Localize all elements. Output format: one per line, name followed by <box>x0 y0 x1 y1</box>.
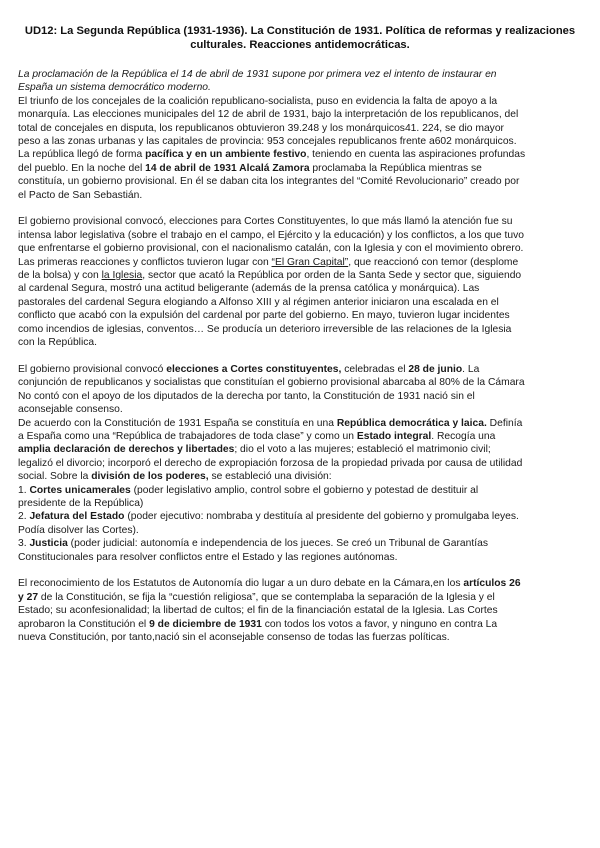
bold-span: Estado integral <box>356 430 432 442</box>
text-span: Las primeras reacciones y conflictos tuvieron lugar con <box>18 256 272 268</box>
text-span: proclamaba la República mientras se constituía, un gobierno provisional. En él se daban cita los integrantes del “Comité Revolucionario” creado por el Pacto de San Sebastián. <box>18 162 520 201</box>
paragraph-provisional-government: El gobierno provisional convocó, elecciones para Cortes Constituyentes, lo que más llamó la atención fue su intensa labor legislativa (sobre el trabajo en el campo, el Ejército y la educación) y los conflictos, a los que tuvo que enfrentarse el gobierno provisional, con el nacionalismo catalán, con la Iglesia y con el movimiento obrero. <box>18 216 524 255</box>
bold-span: Justicia <box>29 538 68 550</box>
bold-span: 9 de diciembre de 1931 <box>149 618 262 630</box>
bold-span: elecciones a Cortes constituyentes, <box>166 363 342 375</box>
text-span: , que reaccionó con temor (desplome de la bolsa) y con <box>18 256 519 282</box>
page-title: UD12: La Segunda República (1931-1936). La Constitución de 1931. Política de reformas y realizaciones culturales. Reacciones antidemocráticas. <box>24 25 576 51</box>
text-span: con todos los votos a favor, y ninguno en contra La nueva Constitución, por tanto,nació sin el aconsejable consenso de todas las fuerzas políticas. <box>18 618 498 644</box>
text-span: Definía a España como una “República de trabajadores de toda clase” y como un <box>18 417 523 442</box>
paragraph-gap <box>18 564 526 577</box>
bold-span: Cortes unicamerales <box>29 484 131 496</box>
bold-span: Jefatura del Estado <box>29 511 125 523</box>
bold-span: amplia declaración de derechos y libertades <box>18 444 235 456</box>
underlined-span: “El Gran Capital” <box>271 256 349 268</box>
paragraph-municipal-elections: El triunfo de los concejales de la coalición republicano-socialista, puso en evidencia la falta de apoyo a la monarquía. Las elecciones municipales del 12 de abril de 1931, bajo la interpretación de los republicanos, del total de concejales en disputa, los republicanos obtuvieron 39.248 y los monárquicos41. 224, se dio mayor peso a las zonas urbanas y las capitales de provincia: 953 concejales republicanos frente a602 monárquicos. <box>18 95 519 148</box>
text-span: El gobierno provisional convocó <box>18 363 167 375</box>
bold-span: 14 de abril de 1931 Alcalá Zamora <box>145 162 310 174</box>
list-number: 2. <box>18 511 30 523</box>
paragraph-proclamation <box>18 148 526 202</box>
underlined-span: la Iglesia <box>101 270 143 282</box>
text-span: . La conjunción de republicanos y socialistas que constituían el gobierno provisional abarcaba al 80% de la Cámara No contó con el apoyo de los diputados de la derecha por tanto, la Constitución de 1931 nació sin el aconsejable consenso. <box>18 363 525 416</box>
list-number: 1. <box>18 484 30 496</box>
bold-span: artículos 26 y 27 <box>18 578 521 603</box>
text-span: La república llegó de forma <box>18 149 146 161</box>
text-span: . Recogía una <box>431 430 496 442</box>
list-item <box>18 484 526 511</box>
list-number: 3. <box>18 538 30 550</box>
bold-span: pacífica y en un ambiente festivo <box>145 149 307 161</box>
text-span: celebradas el <box>341 363 409 375</box>
paragraph-first-reactions <box>18 256 526 350</box>
text-span: (poder judicial: autonomía e independencia de los jueces. Se creó un Tribunal de Garantías Constitucionales para resolver conflictos entre el Estado y las regiones autónomas. <box>18 538 488 563</box>
text-span: ; dio el voto a las mujeres; estableció el matrimonio civil; legalizó el divorcio; incorporó el derecho de expropiación forzosa de la propiedad privada por causa de utilidad social. Sobre la <box>18 444 523 483</box>
text-span: El reconocimiento de los Estatutos de Autonomía dio lugar a un duro debate en la Cámara,en los <box>18 578 464 590</box>
paragraph-constitution <box>18 417 526 484</box>
bold-span: 28 de junio <box>408 363 463 375</box>
intro-paragraph: La proclamación de la República el 14 de abril de 1931 supone por primera vez el intento de instaurar en España un sistema democrático moderno. <box>18 69 497 94</box>
text-span: , teniendo en cuenta las aspiraciones profundas del pueblo. En la noche del <box>18 149 526 174</box>
bold-span: división de los poderes, <box>91 471 209 483</box>
paragraph-constituent-elections <box>18 363 526 417</box>
text-span: (poder ejecutivo: nombraba y destituía al presidente del gobierno y promulgaba leyes. Podía disolver las Cortes). <box>18 511 519 536</box>
bold-span: República democrática y laica. <box>336 417 487 429</box>
paragraph-gap <box>18 202 526 215</box>
paragraph-autonomy-statutes <box>18 577 526 644</box>
text-span: (poder legislativo amplio, control sobre el gobierno y potestad de destituir al presidente de la República) <box>18 484 479 509</box>
text-span: de la Constitución, se fija la “cuestión religiosa”, que se contemplaba la separación de la Iglesia y el Estado; su aconfesionalidad; la libertad de cultos; el fin de la financiación estatal de la Iglesia. Las Cortes aprobaron la Constitución el <box>18 591 498 630</box>
paragraph-gap <box>18 350 526 363</box>
text-span: De acuerdo con la Constitución de 1931 España se constituía en una <box>18 417 337 429</box>
list-item <box>18 537 526 564</box>
list-item <box>18 510 526 537</box>
document-body <box>18 68 526 644</box>
text-span: , sector que acató la República por orden de la Santa Sede y sector que, siguiendo al cardenal Segura, mostró una actitud beligerante (además de la prensa católica y monárquica). Las pastorales del cardenal Segura elogiando a Alfonso XIII y al régimen anterior iniciaron una escalada en el conflicto que acabó con la expulsión del cardenal por parte del gobierno. En mayo, tuvieron lugar incidentes como incendios de iglesias, conventos… Se producía un deterioro irreversible de las relaciones de la Iglesia con la República. <box>18 270 522 349</box>
text-span: se estableció una división: <box>208 471 332 483</box>
